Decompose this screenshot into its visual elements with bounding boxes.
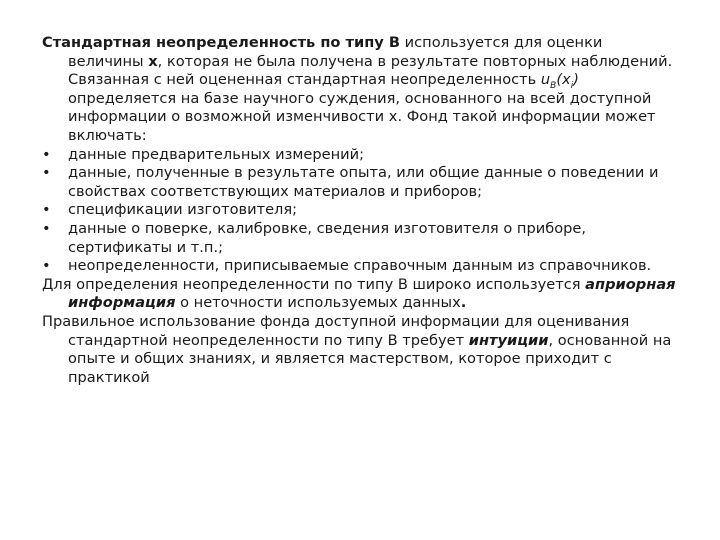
bullet-icon: • [42, 145, 51, 163]
bullet-icon: • [42, 257, 51, 275]
slide-body [42, 34, 682, 387]
list-item: • неопределенности, приписываемые справочным данным из справочников. [42, 257, 652, 275]
term-a-priori-information: априорная информация [68, 275, 676, 312]
paragraph-type-b-definition: Стандартная неопределенность по типу В используется для оценки величины х, которая не была получена в результате повторных наблюдений. Связанная с ней оцененная стандартная неопределенность $u_B(x_i)$ определяется на базе научного суждения, основанного на всей доступной информации о возможной изменчивости х. Фонд такой информации может включать: [42, 34, 673, 144]
bullet-icon: • [42, 219, 51, 237]
list-item: • спецификации изготовителя; [42, 201, 298, 219]
bullet-icon: • [42, 201, 51, 219]
list-item: • данные, полученные в результате опыта, или общие данные о поведении и свойствах соответствующих материалов и приборов; [42, 164, 659, 200]
paragraph-a-priori-info: Для определения неопределенности по типу В широко используется априорная информация о неточности используемых данных. [42, 275, 676, 312]
term-intuition: интуиции [468, 331, 549, 349]
formula-ub: $u_B(x_i)$ [540, 71, 579, 92]
paragraph-intuition: Правильное использование фонда доступной информации для оценивания стандартной неопределенности по типу В требует интуиции, основанной на опыте и общих знаниях, и является мастерством, которое приходит с практикой [42, 312, 672, 386]
bullet-icon: • [42, 164, 51, 182]
list-item: • данные предварительных измерений; [42, 145, 365, 163]
term-type-b-uncertainty: Стандартная неопределенность по типу В [42, 34, 401, 51]
list-item: • данные о поверке, калибровке, сведения изготовителя о приборе, сертификаты и т.п.; [42, 219, 587, 256]
